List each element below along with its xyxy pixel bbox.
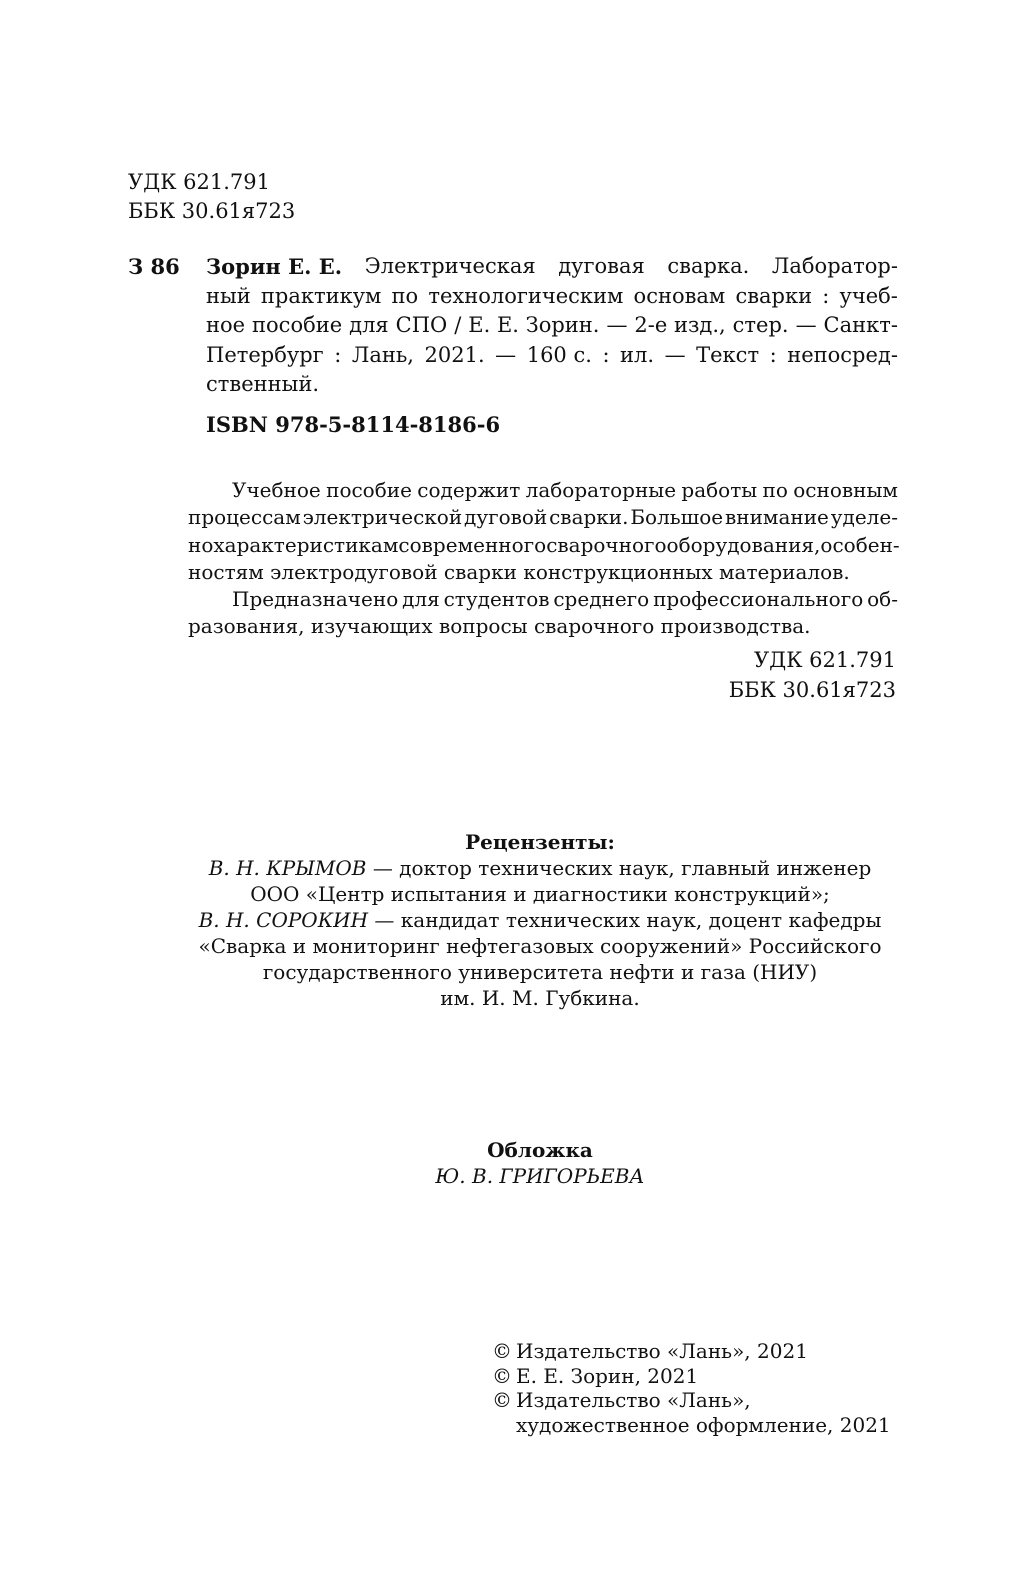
- biblio-word: /: [454, 313, 462, 337]
- biblio-word: Текст: [696, 342, 760, 367]
- annotation-word: студентов: [443, 587, 550, 612]
- reviewer-2-line-2: «Сварка и мониторинг нефтегазовых сооружений» Российского: [198, 934, 882, 958]
- biblio-word: технологическим: [428, 283, 624, 308]
- reviewer-2-line-4: им. И. М. Губкина.: [440, 986, 640, 1010]
- cover-artist: Ю. В. ГРИГОРЬЕВА: [435, 1164, 645, 1188]
- classification-block-right: [729, 645, 896, 705]
- annotation-word: об-: [867, 587, 898, 612]
- biblio-line-2: [206, 282, 898, 312]
- annotation-word: Большое: [630, 505, 724, 530]
- biblio-line-4: [206, 341, 898, 371]
- biblio-line-1: [206, 252, 898, 282]
- copyright-symbol-3: ©: [492, 1388, 512, 1412]
- annotation-word: Предназначено: [232, 587, 399, 612]
- annotation-word: производства.: [660, 614, 811, 639]
- copyright-line-2: [492, 1364, 891, 1389]
- annotation-line-1: [188, 477, 898, 504]
- biblio-word: Электрическая: [364, 254, 536, 278]
- biblio-word: для: [349, 313, 389, 337]
- biblio-word: —: [795, 313, 817, 337]
- biblio-word: Санкт-: [823, 313, 898, 337]
- annotation-word: материалов.: [718, 559, 850, 584]
- biblio-word: основам: [633, 283, 726, 308]
- biblio-word: ный: [206, 283, 251, 308]
- author-mark: З 86: [128, 254, 180, 279]
- annotation-word: пособие: [326, 478, 412, 502]
- biblio-word: Е. Е. Зорин.: [468, 313, 600, 337]
- biblio-line-5: [206, 370, 898, 400]
- copyright-line-3: [492, 1388, 891, 1413]
- annotation-word: процессам: [188, 505, 301, 530]
- annotation-word: сварки: [443, 559, 517, 584]
- biblio-word: 160 с.: [526, 342, 592, 367]
- copyright-symbol-1: ©: [492, 1339, 512, 1363]
- copyright-text-2: Е. Е. Зорин, 2021: [516, 1363, 699, 1388]
- annotation-word: по: [762, 478, 788, 502]
- reviewer-2-line-3: государственного университета нефти и газа (НИУ): [262, 960, 818, 984]
- biblio-word: сварки: [735, 283, 813, 308]
- biblio-word: Лаборатор-: [771, 254, 898, 278]
- reviewers-block: [150, 829, 930, 1011]
- biblio-word: Лань,: [351, 342, 414, 367]
- copyright-line-1: [492, 1339, 891, 1364]
- copyright-text-3: Издательство «Лань»,: [516, 1388, 751, 1412]
- annotation-word: изучающих: [310, 614, 433, 639]
- biblio-word: Петербург: [206, 342, 324, 367]
- reviewers-heading: Рецензенты:: [465, 830, 615, 854]
- biblio-word: по: [391, 283, 419, 308]
- annotation-word: характеристикам: [213, 532, 399, 557]
- biblio-word: ил.: [620, 342, 655, 367]
- annotation-word: основным: [793, 478, 898, 502]
- annotation-line-4: [188, 559, 898, 586]
- reviewer-2-title: — кандидат технических наук, доцент кафедры: [368, 908, 882, 932]
- biblio-word: —: [495, 342, 517, 367]
- biblio-word: :: [822, 283, 830, 308]
- annotation-word: разования,: [188, 614, 305, 639]
- reviewer-1-line-1: [150, 855, 930, 881]
- annotation-line-5: [188, 586, 898, 613]
- annotation: [188, 477, 898, 641]
- biblio-word: :: [769, 342, 777, 367]
- copyright-block: [492, 1339, 891, 1437]
- annotation-word: сварочного: [533, 614, 655, 639]
- annotation-word: особен-: [820, 532, 900, 557]
- biblio-word: 2-е изд.,: [634, 313, 726, 337]
- classification-block: [128, 168, 295, 226]
- biblio-word: непосред-: [787, 342, 898, 367]
- annotation-word: уделе-: [830, 505, 898, 530]
- annotation-word: внимание: [724, 505, 829, 530]
- biblio-word: практикум: [260, 283, 382, 308]
- annotation-word: профессионального: [653, 587, 864, 612]
- annotation-word: электрической: [302, 505, 463, 530]
- biblio-word: дуговая: [558, 254, 645, 278]
- annotation-word: дуговой: [464, 505, 548, 530]
- annotation-word: работы: [681, 478, 758, 502]
- bbk-code: ББК 30.61я723: [128, 199, 296, 223]
- copyright-text-1: Издательство «Лань», 2021: [516, 1339, 808, 1363]
- bbk-code-right: ББК 30.61я723: [728, 678, 896, 702]
- udk-code-right: УДК 621.791: [753, 648, 896, 672]
- cover-credit: [300, 1137, 780, 1189]
- annotation-word: для: [402, 587, 440, 612]
- isbn: ISBN 978-5-8114-8186-6: [206, 412, 501, 437]
- annotation-word: оборудования,: [666, 532, 821, 557]
- biblio-word: СПО: [395, 313, 448, 337]
- reviewer-1-line-2: ООО «Центр испытания и диагностики конструкций»;: [250, 882, 830, 906]
- biblio-word: :: [334, 342, 342, 367]
- biblio-word: сварка.: [667, 254, 750, 278]
- annotation-word: Учебное: [232, 478, 321, 502]
- annotation-word: конструкционных: [523, 559, 713, 584]
- copyright-symbol-2: ©: [492, 1363, 512, 1388]
- biblio-word: —: [664, 342, 686, 367]
- reviewer-2-line-1: [150, 907, 930, 933]
- annotation-word: содержит: [417, 478, 521, 502]
- annotation-word: электродуговой: [270, 559, 438, 584]
- biblio-word: пособие: [252, 313, 343, 337]
- annotation-line-3: [188, 532, 898, 559]
- biblio-line-3: [206, 311, 898, 341]
- annotation-word: сварочного: [546, 532, 667, 557]
- biblio-word: :: [602, 342, 610, 367]
- biblio-word: ственный.: [206, 372, 320, 396]
- udk-code: УДК 621.791: [128, 170, 271, 194]
- annotation-word: среднего: [553, 587, 650, 612]
- reviewer-1-title: — доктор технических наук, главный инженер: [366, 856, 872, 880]
- annotation-word: лабораторные: [525, 478, 677, 502]
- reviewer-2-name: В. Н. СОРОКИН: [198, 908, 369, 932]
- biblio-word: —: [606, 313, 628, 337]
- reviewer-1-name: В. Н. КРЫМОВ: [208, 856, 367, 880]
- biblio-word: 2021.: [424, 342, 485, 367]
- annotation-word: современного: [398, 532, 547, 557]
- annotation-word: вопросы: [439, 614, 528, 639]
- annotation-line-6: [188, 613, 898, 640]
- cover-heading: Обложка: [487, 1138, 593, 1162]
- biblio-word: стер.: [732, 313, 789, 337]
- annotation-word: сварки.: [549, 505, 629, 530]
- annotation-line-2: [188, 504, 898, 531]
- biblio-word: учеб-: [839, 283, 898, 308]
- biblio-word: Зорин Е. Е.: [206, 254, 343, 279]
- bibliographic-description: [206, 252, 898, 400]
- copyright-line-4: художественное оформление, 2021: [516, 1412, 891, 1437]
- annotation-word: ностям: [188, 559, 264, 584]
- biblio-word: ное: [206, 313, 246, 337]
- annotation-word: но: [188, 532, 214, 557]
